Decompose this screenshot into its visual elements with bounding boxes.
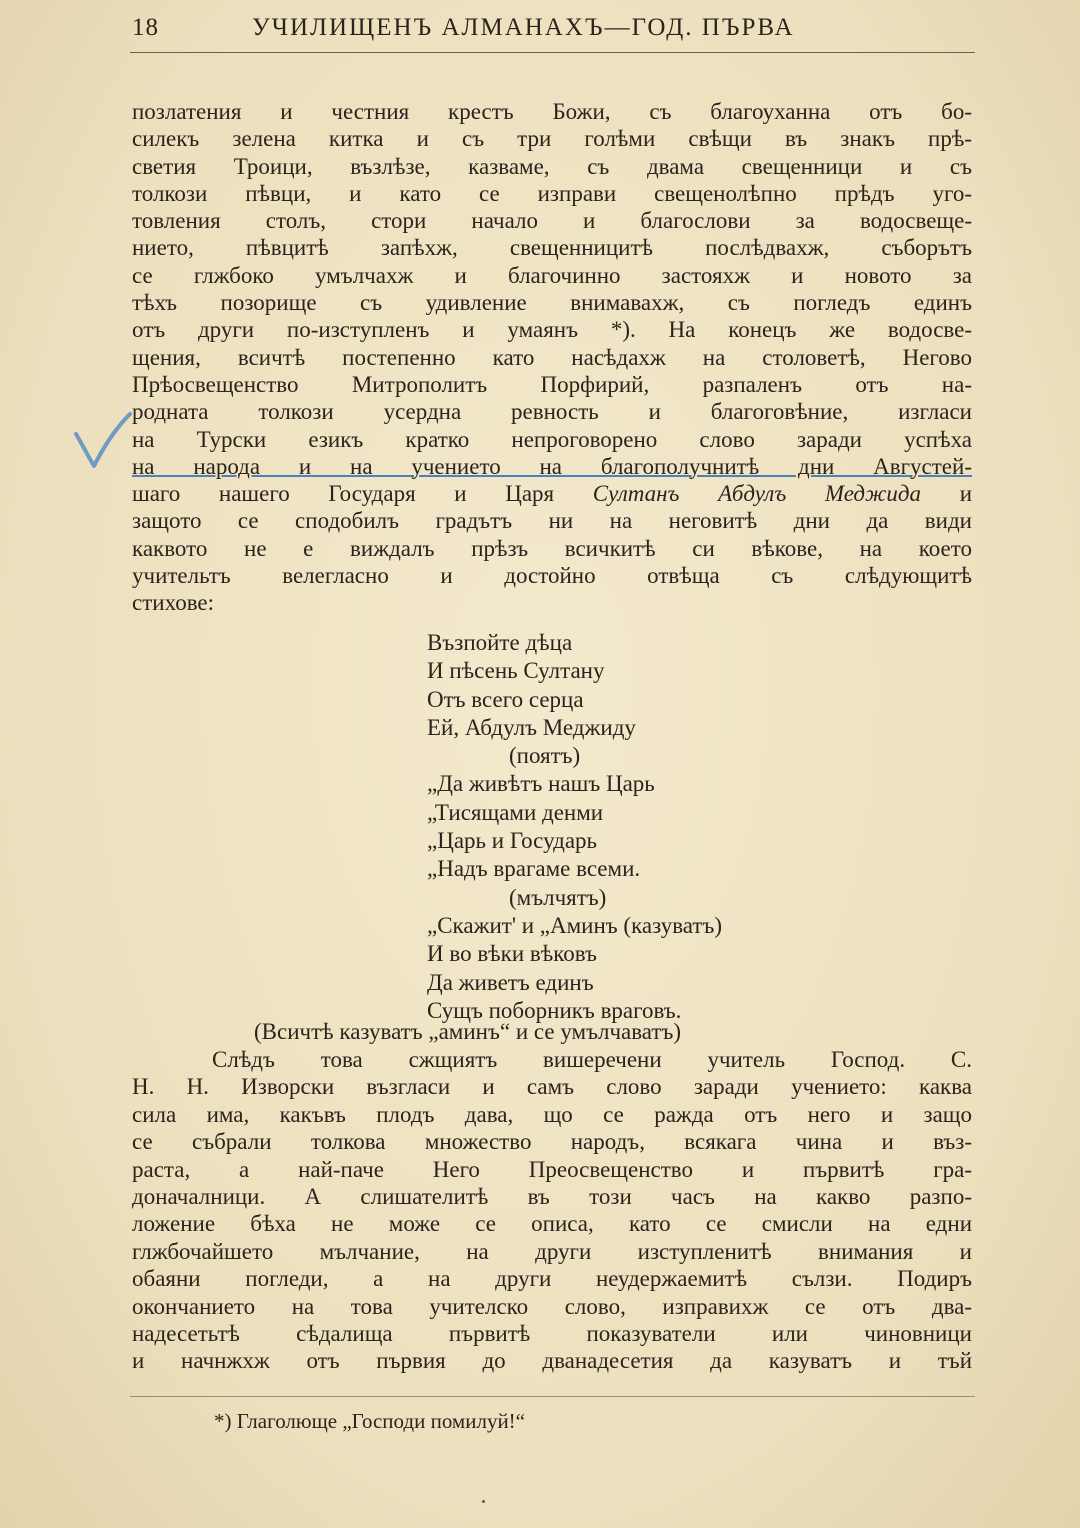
poem-line: „Царь и Государь [427, 828, 598, 854]
text-line: Прѣосвещенство Митрополитъ Порфирий, разпаленъ отъ на- [132, 371, 972, 397]
poem-line: Възпойте дѣца [427, 630, 573, 655]
poem-line: „Скажит' и „Аминъ (казуватъ) [427, 912, 722, 938]
text-line: защото се сподобилъ градътъ ни на неговитѣ дни да види [132, 508, 972, 534]
text-line: учительтъ велегласно и достойно отвѣща съ слѣдующитѣ [132, 563, 972, 589]
running-header [132, 14, 972, 54]
poem-line: Сущъ поборникъ враговъ. [427, 997, 682, 1023]
paragraph-2 [132, 1046, 972, 1375]
footnote: *) Глаголюще „Господи помилуй!“ [214, 1409, 525, 1433]
text-line: глжбочайшето мълчание, на други изступленитѣ внимания и [132, 1238, 972, 1264]
poem-line: Отъ всего серца [427, 686, 584, 712]
poem-line: „Надъ врагаме всеми. [427, 856, 641, 882]
text-line: отъ други по-изступленъ и умаянъ *). На конецъ же водосве- [132, 317, 972, 343]
paper-speck [482, 1500, 485, 1503]
text-line: родната толкози усердна ревность и благоговѣние, изгласи [132, 399, 972, 425]
text-line: Н. Н. Изворски възгласи и самъ слово заради учението: каква [132, 1074, 972, 1100]
text-line: окончанието на това учителско слово, изправихж се отъ два- [132, 1293, 972, 1319]
text-line: ложение бѣха не може се описа, като се смисли на едни [132, 1211, 972, 1237]
text-line: раста, а най-паче Него Преосвещенство и първитѣ гра- [132, 1156, 972, 1182]
footnote-rule [130, 1396, 975, 1397]
line-start: шаго нашего Государя и Царя [132, 481, 593, 507]
text-line: каквото не е виждалъ прѣзъ всичкитѣ си вѣкове, на което [132, 535, 972, 561]
text-line: надесетьтѣ сѣдалища първитѣ показуватели или чиновници [132, 1321, 972, 1347]
text-line: стихове: [132, 590, 215, 616]
poem-stage-direction: (поятъ) [509, 743, 581, 769]
sultan-name-italic: Султанъ Абдулъ Меджида [592, 481, 922, 507]
poem-stage-direction: (мълчятъ) [509, 884, 607, 910]
poem-line: „Тисящами денми [427, 799, 604, 825]
text-line: нието, пѣвцитѣ запѣхж, свещенницитѣ послѣдвахж, съборътъ [132, 235, 972, 261]
poem-line: Да живетъ единъ [427, 969, 594, 995]
text-line: и начнжхж отъ първия до дванадесетия да казуватъ и тъй [132, 1348, 972, 1374]
paragraph-1 [132, 98, 972, 617]
line-end: и [921, 481, 973, 507]
poem [427, 629, 722, 1025]
text-line: щения, всичтѣ постепенно като насѣдахж на столоветѣ, Негово [132, 344, 972, 370]
poem-line: Ей, Абдулъ Меджиду [427, 714, 636, 740]
stage-direction-all: (Всичтѣ казуватъ „аминъ“ и се умълчаватъ) [254, 1019, 681, 1044]
text-line: сила има, какъвъ плодъ дава, що се ражда отъ него и защо [132, 1101, 972, 1127]
page-number: 18 [132, 14, 159, 41]
text-line-with-emphasis [132, 480, 972, 507]
poem-line: И во вѣки вѣковъ [427, 941, 597, 967]
text-line-underlined: на народа и на учението на благополучнитѣ дни Августей- [132, 453, 972, 479]
text-line: толкози пѣвци, и като се изправи свещенолѣпно прѣдъ уго- [132, 180, 972, 206]
text-line: товления столъ, стори начало и благослови за водосвеще- [132, 208, 972, 234]
text-line-annotated: на Турски езикъ кратко непроговорено слово заради успѣха [132, 426, 972, 452]
text-line: силекъ зелена китка и съ три голѣми свѣщи въ знакъ прѣ- [132, 126, 972, 152]
poem-line: И пѣсень Султану [427, 658, 605, 684]
text-line: се събрали толкова множество народъ, всякага чина и въз- [132, 1129, 972, 1155]
text-line: позлатения и честния крестъ Божи, съ благоуханна отъ бо- [132, 99, 972, 124]
text-line: доначалници. А слишателитѣ въ този часъ на какво разпо- [132, 1184, 972, 1210]
handwritten-check-mark-icon [70, 410, 140, 472]
text-line: тѣхъ позорище съ удивление внимавахж, съ погледъ единъ [132, 290, 972, 316]
text-line: се глжбоко умълчахж и благочинно застояхж и новото за [132, 262, 972, 288]
text-line: Слѣдъ това сжщиятъ вишеречени учитель Господ. С. [212, 1047, 972, 1072]
poem-line: „Да живѣтъ нашъ Царь [427, 771, 655, 797]
text-line: обаяни погледи, а на други неудержаемитѣ сълзи. Подиръ [132, 1266, 972, 1292]
text-line: светия Троици, възлѣзе, казваме, съ двама свещенници и съ [132, 153, 972, 179]
header-rule [130, 52, 975, 53]
running-title: УЧИЛИЩЕНЪ АЛМАНАХЪ—ГОД. ПЪРВА [252, 14, 795, 41]
